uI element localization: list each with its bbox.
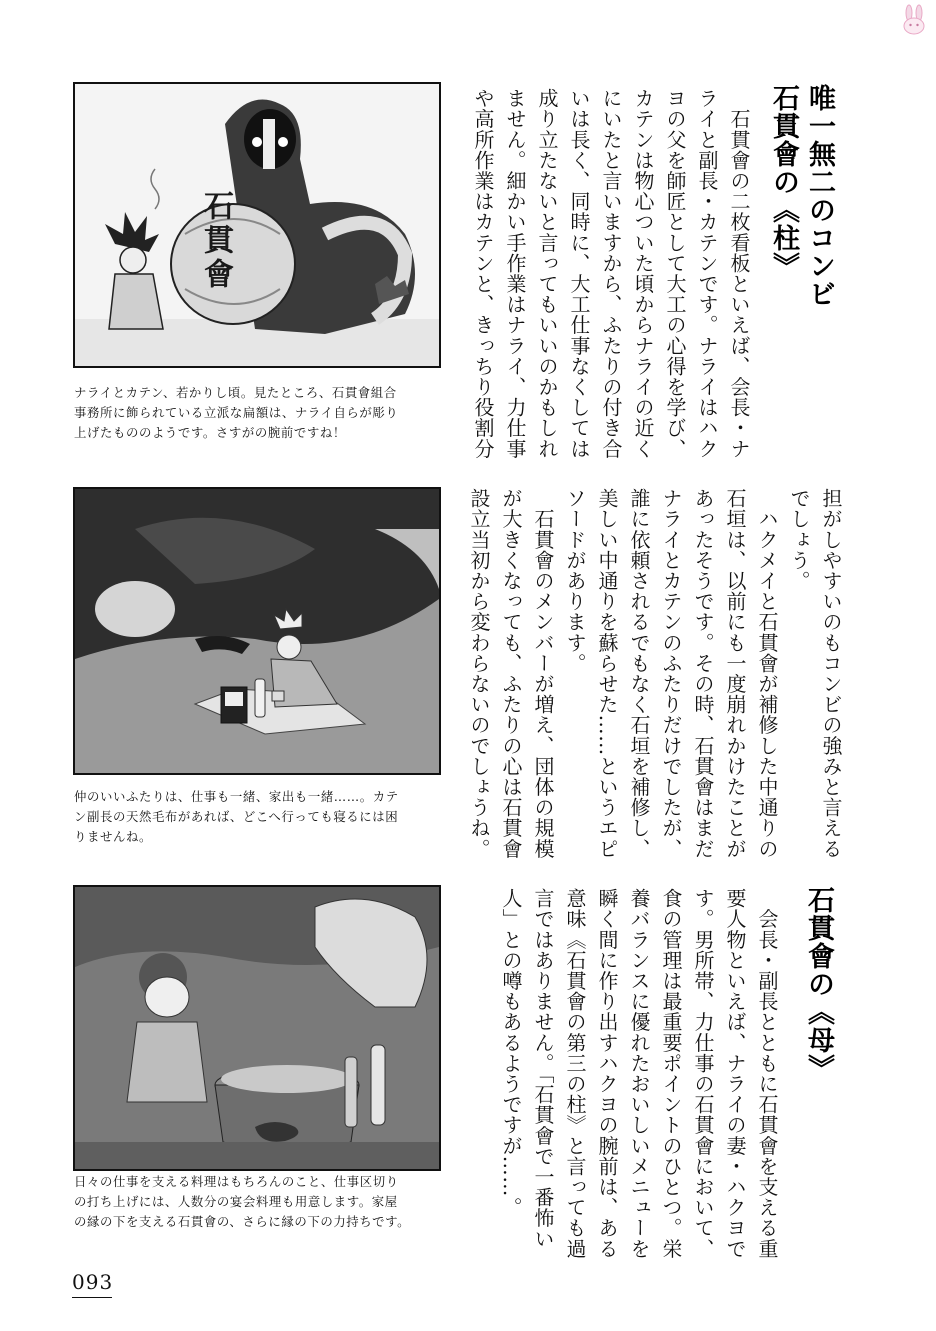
body-line: が大きくなっても、ふたりの心は石貫會 bbox=[499, 488, 523, 859]
body-line: 美しい中通りを蘇らせた……というエピ bbox=[595, 488, 619, 859]
caption-line: の縁の下を支える石貫會の、さらに縁の下の力持ちです。 bbox=[74, 1214, 411, 1229]
section2-heading: 石貫會の《母》 bbox=[803, 886, 834, 1082]
body-line: ハクメイと石貫會が補修した中通りの bbox=[755, 488, 779, 859]
body-line: いは長く、同時に、大工仕事なくしては bbox=[567, 88, 591, 459]
page-number: 093 bbox=[72, 1270, 114, 1294]
body-line: 石貫會の二枚看板といえば、会長・ナ bbox=[727, 88, 751, 459]
body-line: あったそうです。その時、石貫會はまだ bbox=[691, 488, 715, 859]
caption-line: 事務所に飾られている立派な扁額は、ナライ自らが彫り bbox=[74, 405, 399, 420]
body-line: にいたと言いますから、ふたりの付き合 bbox=[599, 88, 623, 459]
body-line: 石貫會のメンバーが増え、団体の規模 bbox=[531, 488, 555, 859]
body-line: 人」との噂もあるようですが……。 bbox=[499, 888, 523, 1218]
caption-line: ナライとカテン、若かりし頃。見たところ、石貫會組合 bbox=[74, 385, 397, 400]
body-line: 担がしやすいのもコンビの強みと言える bbox=[819, 488, 843, 859]
caption-3 bbox=[74, 1172, 446, 1232]
body-line: ヨの父を師匠として大工の心得を学び、 bbox=[663, 88, 687, 459]
body-line: す。男所帯、力仕事の石貫會において、 bbox=[691, 888, 715, 1259]
body-line: 成り立たないと言ってもいいのかもしれ bbox=[535, 88, 559, 459]
caption-line: 上げたもののようです。さすがの腕前ですね！ bbox=[74, 425, 346, 440]
page-number-underline bbox=[72, 1297, 112, 1298]
body-line: や高所作業はカテンと、きっちり役割分 bbox=[471, 88, 495, 459]
caption-line: の打ち上げには、人数分の宴会料理も用意します。家屋 bbox=[74, 1194, 398, 1209]
section1-heading-line1: 唯一無二のコンビ bbox=[804, 84, 835, 308]
body-line: 食の管理は最重要ポイントのひとつ。栄 bbox=[659, 888, 683, 1259]
illustration-hakuyo-cooking bbox=[73, 885, 441, 1171]
body-line: ナライとカテンのふたりだけでしたが、 bbox=[659, 488, 683, 859]
body-line: ソードがあります。 bbox=[563, 488, 587, 674]
body-line: 会長・副長とともに石貫會を支える重 bbox=[755, 888, 779, 1259]
caption-1 bbox=[74, 383, 446, 443]
caption-2 bbox=[74, 787, 446, 847]
caption-line: ン副長の天然毛布があれば、どこへ行っても寝るには困 bbox=[74, 809, 399, 824]
illustration-katen-sleeping bbox=[73, 487, 441, 775]
body-line: 意味《石貫會の第三の柱》と言っても過 bbox=[563, 888, 587, 1259]
body-line: カテンは物心ついた頃からナライの近く bbox=[631, 88, 655, 459]
body-line: 誰に依頼されるでもなく石垣を補修し、 bbox=[627, 488, 651, 859]
body-line: 養バランスに優れたおいしいメニューを bbox=[627, 888, 651, 1259]
stamp-plaque-text: 石貫會 bbox=[198, 190, 233, 292]
illustration-narai-katen-young bbox=[73, 82, 441, 368]
section1-heading-line2: 石貫會の《柱》 bbox=[768, 84, 799, 280]
body-line: ライと副長・カテンです。ナライはハク bbox=[695, 88, 719, 459]
caption-line: りませんね。 bbox=[74, 829, 152, 844]
body-line: 瞬く間に作り出すハクヨの腕前は、ある bbox=[595, 888, 619, 1259]
body-line: でしょう。 bbox=[787, 488, 811, 591]
body-line: 石垣は、以前にも一度崩れかけたことが bbox=[723, 488, 747, 859]
caption-line: 日々の仕事を支える料理はもちろんのこと、仕事区切り bbox=[74, 1174, 399, 1189]
body-line: 設立当初から変わらないのでしょうね。 bbox=[467, 488, 491, 859]
body-line: 要人物といえば、ナライの妻・ハクヨで bbox=[723, 888, 747, 1259]
body-line: 言ではありません。「石貫會で一番怖い bbox=[531, 888, 555, 1249]
caption-line: 仲のいいふたりは、仕事も一緒、家出も一緒……。カテ bbox=[74, 789, 399, 804]
body-line: ません。細かい手作業はナライ、力仕事 bbox=[503, 88, 527, 459]
rabbit-logo-icon bbox=[898, 4, 930, 36]
